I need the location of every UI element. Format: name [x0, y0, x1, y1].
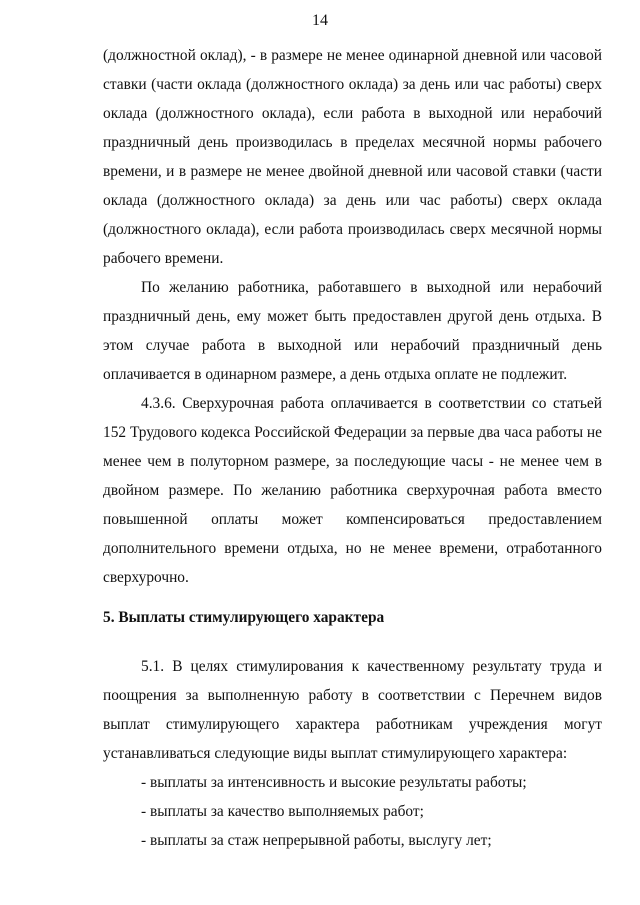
spacer [103, 632, 602, 652]
list-item: - выплаты за стаж непрерывной работы, выслугу лет; [141, 832, 492, 849]
paragraph-overtime-holiday-pay: (должностной оклад), - в размере не менее одинарной дневной или часовой ставки (части оклада (должностного оклада) за день или час работы) сверх оклада (должностного оклада), если работа в выходной или нерабочий праздничный день производилась в пределах месячной нормы рабочего времени, и в размере не менее двойной дневной или часовой ставки (части оклада (должностного оклада) за день или час работы) сверх оклада (должностного оклада), если работа производилась сверх месячной нормы рабочего времени. [103, 47, 602, 267]
document-body [103, 41, 602, 855]
section-heading: 5. Выплаты стимулирующего характера [103, 609, 385, 626]
paragraph-day-off: По желанию работника, работавшего в выходной или нерабочий праздничный день, ему может быть предоставлен другой день отдыха. В этом случае работа в выходной или нерабочий праздничный день оплачивается в одинарном размере, а день отдыха оплате не подлежит. [103, 279, 602, 383]
page-number: 14 [312, 12, 328, 29]
spacer [103, 592, 602, 603]
list-item: - выплаты за интенсивность и высокие результаты работы; [141, 774, 527, 791]
paragraph-overtime-4-3-6: 4.3.6. Сверхурочная работа оплачивается в соответствии со статьей 152 Трудового кодекса Российской Федерации за первые два часа работы не менее чем в полуторном размере, за последующие часы - не менее чем в двойном размере. По желанию работника сверхурочная работа вместо повышенной оплаты может компенсироваться предоставлением дополнительного времени отдыха, но не менее времени, отработанного сверхурочно. [103, 395, 602, 586]
list-item: - выплаты за качество выполняемых работ; [141, 803, 424, 820]
paragraph-5-1: 5.1. В целях стимулирования к качественному результату труда и поощрения за выполненную работу в соответствии с Перечнем видов выплат стимулирующего характера работникам учреждения могут устанавливаться следующие виды выплат стимулирующего характера: [103, 658, 602, 762]
